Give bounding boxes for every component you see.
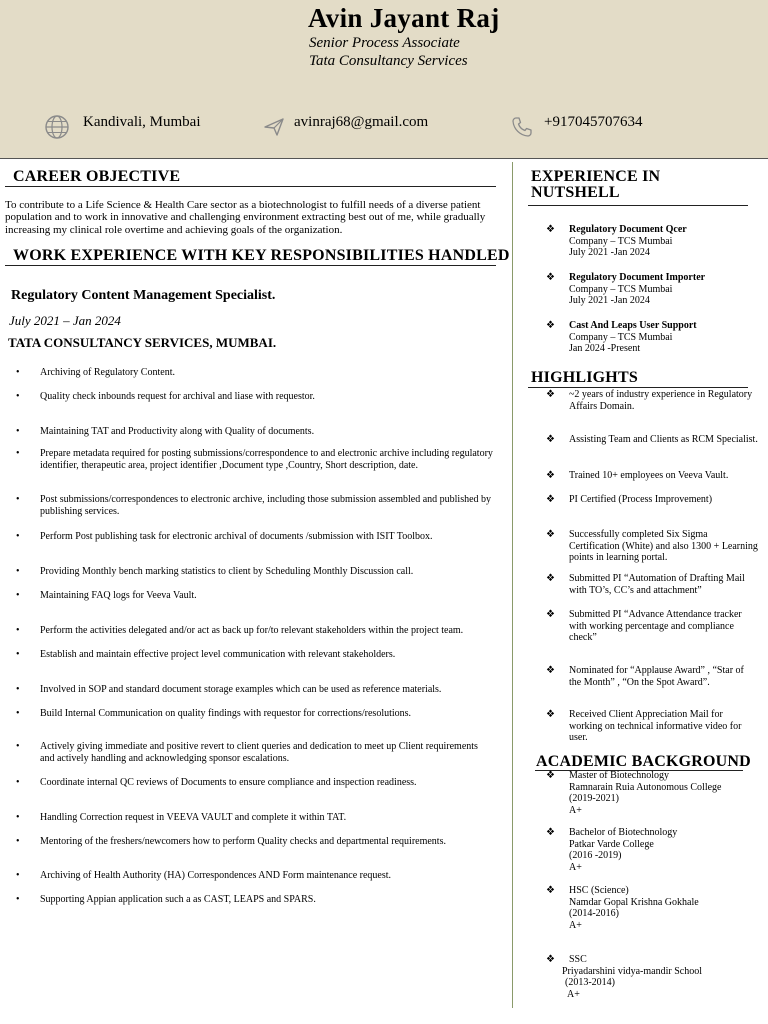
responsibility-item (16, 741, 494, 764)
highlight-item (546, 434, 758, 446)
responsibility-item (16, 494, 494, 517)
responsibility-text: Post submissions/correspondences to electronic archive, including those submission assembled and published by publishing services. (40, 494, 492, 517)
academic-institution: Namdar Gopal Krishna Gokhale (569, 896, 699, 908)
academic-institution: Priyadarshini vidya-mandir School (562, 965, 702, 977)
experience-nutshell-heading (531, 169, 660, 201)
experience-item (546, 272, 758, 307)
bullet-icon: • (16, 684, 20, 695)
highlight-text: Submitted PI “Automation of Drafting Mail with TO’s, CC’s and attachment” (569, 573, 745, 596)
diamond-bullet-icon: ❖ (546, 320, 555, 331)
academic-body (569, 770, 739, 816)
bullet-icon: • (16, 494, 20, 505)
responsibility-text: Perform the activities delegated and/or act as back up for/to relevant stakeholders within the project team. (40, 625, 464, 636)
diamond-bullet-icon: ❖ (546, 529, 555, 540)
experience-body (569, 224, 758, 259)
diamond-bullet-icon: ❖ (546, 609, 555, 620)
academic-degree: Bachelor of Biotechnology (569, 827, 678, 838)
responsibility-item (16, 812, 494, 824)
highlights-heading: HIGHLIGHTS (531, 369, 638, 386)
globe-icon (44, 114, 70, 140)
highlight-text: Received Client Appreciation Mail for working on technical informative video for user. (569, 709, 742, 744)
responsibility-item (16, 777, 494, 789)
responsibility-text: Handling Correction request in VEEVA VAULT and complete it within TAT. (40, 812, 347, 823)
diamond-bullet-icon: ❖ (546, 272, 555, 283)
experience-company: Company – TCS Mumbai (569, 331, 673, 343)
experience-role: Cast And Leaps User Support (569, 320, 697, 331)
highlight-text: ~2 years of industry experience in Regulatory Affairs Domain. (569, 389, 753, 412)
highlight-item (546, 709, 758, 744)
responsibility-item (16, 836, 494, 848)
experience-company: Company – TCS Mumbai (569, 283, 673, 295)
responsibility-text: Quality check inbounds request for archival and liase with requestor. (40, 391, 315, 402)
bullet-icon: • (16, 870, 20, 881)
diamond-bullet-icon: ❖ (546, 494, 555, 505)
bullet-icon: • (16, 566, 20, 577)
responsibility-item (16, 708, 494, 720)
responsibility-item (16, 391, 494, 403)
experience-role: Regulatory Document Importer (569, 272, 706, 283)
academic-body (569, 827, 739, 873)
job-dates: July 2021 – Jan 2024 (9, 313, 121, 328)
heading-rule (5, 186, 496, 187)
experience-body (569, 272, 758, 307)
academic-degree: HSC (Science) (569, 885, 629, 896)
highlight-item (546, 529, 758, 564)
highlight-text: Assisting Team and Clients as RCM Specialist. (569, 434, 758, 445)
bullet-icon: • (16, 625, 20, 636)
highlight-text: PI Certified (Process Improvement) (569, 494, 713, 505)
heading-rule (528, 205, 748, 206)
highlight-text: Successfully completed Six Sigma Certification (White) and also 1300 + Learning points in learning portal. (569, 529, 758, 564)
responsibility-text: Maintaining TAT and Productivity along with Quality of documents. (40, 426, 315, 437)
phone-icon (511, 116, 533, 138)
highlight-item (546, 665, 758, 688)
responsibility-text: Establish and maintain effective project level communication with relevant stakeholders. (40, 649, 396, 660)
send-icon (263, 116, 285, 138)
responsibility-text: Supporting Appian application such a as CAST, LEAPS and SPARS. (40, 894, 316, 905)
responsibility-item (16, 367, 494, 379)
responsibility-item (16, 894, 494, 906)
highlight-text: Nominated for “Applause Award” , “Star of the Month” , “On the Spot Award”. (569, 665, 744, 688)
experience-dates: July 2021 -Jan 2024 (569, 247, 650, 259)
experience-dates: July 2021 -Jan 2024 (569, 295, 650, 307)
responsibility-text: Coordinate internal QC reviews of Documents to ensure compliance and inspection readiness. (40, 777, 417, 788)
email-text[interactable]: avinraj68@gmail.com (294, 114, 429, 130)
career-objective-text: To contribute to a Life Science & Health Care sector as a biotechnologist to fulfill needs of a diverse patient population and to work in innovative and challenging environment extracting best out of me, while gradually increasing my clinical role overtime and achieving goals of the organization. (5, 199, 486, 236)
experience-company: Company – TCS Mumbai (569, 235, 673, 247)
experience-item (546, 224, 758, 259)
bullet-icon: • (16, 426, 20, 437)
academic-grade: A+ (569, 919, 582, 931)
location-text: Kandivali, Mumbai (83, 114, 201, 130)
responsibility-text: Prepare metadata required for posting submissions/correspondence to and electronic archive including regulatory identifier, therapeutic area, project identifier ,Document type ,Country, Short description, date. (40, 448, 493, 471)
academic-years: (2014-2016) (569, 908, 619, 920)
diamond-bullet-icon: ❖ (546, 434, 555, 445)
academic-background-heading: ACADEMIC BACKGROUND (536, 753, 751, 770)
academic-institution: Patkar Varde College (569, 838, 654, 850)
experience-dates: Jan 2024 -Present (569, 343, 641, 355)
academic-item (546, 885, 758, 931)
experience-item (546, 320, 758, 355)
academic-degree: SSC (569, 954, 587, 965)
diamond-bullet-icon: ❖ (546, 709, 555, 720)
academic-details (562, 966, 758, 1001)
bullet-icon: • (16, 367, 20, 378)
responsibility-text: Providing Monthly bench marking statistics to client by Scheduling Monthly Discussion call. (40, 566, 414, 577)
highlight-text: Trained 10+ employees on Veeva Vault. (569, 470, 729, 481)
diamond-bullet-icon: ❖ (546, 665, 555, 676)
bullet-icon: • (16, 649, 20, 660)
job-company: TATA CONSULTANCY SERVICES, MUMBAI. (8, 335, 277, 350)
experience-heading-line: NUTSHELL (531, 184, 620, 201)
responsibility-text: Archiving of Health Authority (HA) Correspondences AND Form maintenance request. (40, 870, 392, 881)
column-divider (512, 162, 513, 1008)
responsibility-text: Involved in SOP and standard document storage examples which can be used as reference materials. (40, 684, 442, 695)
responsibility-item (16, 870, 494, 882)
responsibility-text: Actively giving immediate and positive revert to client queries and dedication to meet up Client requirements and actively handling and acknowledging sponsor escalations. (40, 741, 478, 764)
responsibility-text: Build Internal Communication on quality findings with requestor for corrections/resolutions. (40, 708, 412, 719)
academic-grade: A+ (569, 804, 582, 816)
diamond-bullet-icon: ❖ (546, 389, 555, 400)
academic-grade: A+ (567, 988, 580, 1000)
academic-years: (2019-2021) (569, 793, 619, 805)
responsibility-item (16, 684, 494, 696)
job-title: Senior Process Associate (309, 35, 460, 51)
responsibility-text: Archiving of Regulatory Content. (40, 367, 175, 378)
phone-text[interactable]: +917045707634 (544, 114, 643, 130)
diamond-bullet-icon: ❖ (546, 885, 555, 896)
responsibility-text: Mentoring of the freshers/newcomers how to perform Quality checks and departmental requirements. (40, 836, 446, 847)
diamond-bullet-icon: ❖ (546, 827, 555, 838)
academic-grade: A+ (569, 861, 582, 873)
academic-years: (2013-2014) (565, 977, 615, 989)
bullet-icon: • (16, 531, 20, 542)
bullet-icon: • (16, 391, 20, 402)
bullet-icon: • (16, 590, 20, 601)
experience-heading-line: EXPERIENCE IN (531, 168, 661, 185)
job-position-title: Regulatory Content Management Specialist. (11, 288, 276, 303)
responsibility-text: Perform Post publishing task for electronic archival of documents /submission with ISIT Toolbox. (40, 531, 433, 542)
academic-degree: Master of Biotechnology (569, 770, 669, 781)
academic-item (546, 954, 758, 1000)
diamond-bullet-icon: ❖ (546, 770, 555, 781)
work-experience-heading: WORK EXPERIENCE WITH KEY RESPONSIBILITIES HANDLED (13, 247, 510, 264)
responsibility-item (16, 649, 494, 661)
bullet-icon: • (16, 448, 20, 459)
highlight-text: Submitted PI “Advance Attendance tracker with working percentage and compliance check” (569, 609, 742, 644)
highlight-item (546, 609, 758, 644)
academic-years: (2016 -2019) (569, 850, 622, 862)
diamond-bullet-icon: ❖ (546, 224, 555, 235)
bullet-icon: • (16, 812, 20, 823)
academic-institution: Ramnarain Ruia Autonomous College (569, 781, 722, 793)
academic-body (569, 885, 739, 931)
resume-header (0, 0, 768, 159)
career-objective-heading: CAREER OBJECTIVE (13, 168, 181, 185)
responsibility-item (16, 590, 494, 602)
heading-rule (528, 387, 748, 388)
bullet-icon: • (16, 708, 20, 719)
responsibility-item (16, 566, 494, 578)
bullet-icon: • (16, 836, 20, 847)
experience-body (569, 320, 758, 355)
highlight-item (546, 494, 758, 506)
responsibility-item (16, 448, 494, 471)
bullet-icon: • (16, 894, 20, 905)
experience-role: Regulatory Document Qcer (569, 224, 687, 235)
highlight-item (546, 470, 758, 482)
academic-item (546, 770, 758, 816)
responsibility-item (16, 426, 494, 438)
responsibility-text: Maintaining FAQ logs for Veeva Vault. (40, 590, 197, 601)
employer-name: Tata Consultancy Services (309, 53, 468, 69)
responsibility-item (16, 531, 494, 543)
bullet-icon: • (16, 741, 20, 752)
diamond-bullet-icon: ❖ (546, 470, 555, 481)
bullet-icon: • (16, 777, 20, 788)
highlight-item (546, 573, 758, 596)
candidate-name: Avin Jayant Raj (308, 3, 500, 33)
heading-rule (5, 265, 496, 266)
responsibility-item (16, 625, 494, 637)
academic-item (546, 827, 758, 873)
highlight-item (546, 389, 758, 412)
diamond-bullet-icon: ❖ (546, 954, 555, 965)
diamond-bullet-icon: ❖ (546, 573, 555, 584)
